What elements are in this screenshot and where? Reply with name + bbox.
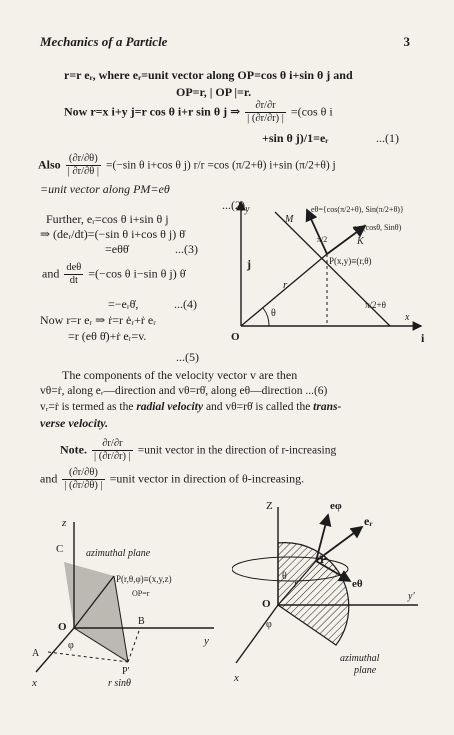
label-x: x [405, 312, 410, 323]
label-origin: O [262, 598, 271, 610]
label-P-prime: P' [122, 666, 130, 677]
eq5-numerator: (∂r/∂θ) [66, 153, 101, 166]
eq-tag-3: ...(3) [175, 242, 198, 256]
hatched-azimuthal-plane [278, 543, 349, 645]
label-C: C [56, 543, 64, 555]
equation-line-11 [42, 262, 186, 287]
label-B: B [138, 616, 145, 627]
dashed-b [128, 628, 140, 662]
label-azimuthal: azimuthal [340, 653, 380, 664]
figure-polar-unit-vectors [225, 192, 435, 352]
equation-line-3 [64, 100, 333, 125]
equation-line-12: =−eᵣθ̇, [108, 297, 139, 311]
paragraph-line-3 [40, 400, 341, 414]
eq11-fraction [64, 262, 83, 287]
label-x: x [234, 672, 239, 684]
label-e-r: eᵣ=(cosθ, Sinθ) [353, 223, 402, 232]
label-point-P: P(r,θ,φ)≡(x,y,z) [116, 574, 172, 584]
equation-line-9: ⇒ (deᵣ/dt)=(−sin θ i+cos θ j) θ̇ [40, 227, 186, 241]
eq3-lead: Now r=x i+y j=r cos θ i+r sin θ j ⇒ [64, 104, 241, 119]
label-j: j [247, 257, 251, 271]
eq11-tail: =(−cos θ i−sin θ j) θ̇ [88, 266, 186, 281]
label-z: z [62, 517, 67, 529]
label-e-theta: eθ={cos(π/2+θ), Sin(π/2+θ)} [311, 205, 404, 214]
eq3-tail: =(cos θ i [290, 104, 333, 119]
eq11-numerator: deθ [66, 262, 82, 273]
label-r: r [283, 279, 288, 291]
label-pi2-plus-theta: π/2+θ [365, 300, 386, 310]
label-e-phi: eφ [330, 500, 342, 512]
and-numerator: (∂r/∂θ) [62, 467, 104, 480]
p3-trans: trans- [313, 401, 342, 413]
and-line [40, 467, 304, 492]
eq11-denominator: dt [69, 275, 78, 286]
note-tail: =unit vector in the direction of r-increasing [137, 444, 337, 457]
label-pi-over-2: π/2 [317, 235, 328, 244]
p3-part-c: and vθ=rθ̇ is called the [203, 401, 314, 413]
eq3-denominator: | (∂r/∂r) | [247, 113, 284, 124]
equation-line-2: OP=r, | OP |=r. [176, 85, 252, 99]
eq5-fraction [66, 153, 101, 178]
eq3-fraction [245, 100, 286, 125]
label-i: i [421, 331, 425, 345]
label-theta: θ [282, 571, 287, 582]
eq5-tail: =(−sin θ i+cos θ j) r/r =cos (π/2+θ) i+sin (π/2+θ) j [105, 159, 336, 172]
equation-line-6: =unit vector along PM=eθ [40, 182, 170, 196]
label-point-P: P(x,y)≡(r,θ) [329, 256, 372, 266]
eq-tag-2: ...(2) [222, 198, 245, 212]
paragraph-line-2: vθ=ṙ, along eᵣ—direction and vθ=rθ̇, along eθ—direction ...(6) [40, 385, 328, 397]
equation-line-4: +sin θ j)/1=eᵣ [262, 131, 329, 145]
eq-tag-5: ...(5) [176, 350, 199, 364]
page-number: 3 [403, 34, 410, 49]
label-A: A [32, 648, 40, 659]
note-line [60, 438, 336, 463]
and-tail: =unit vector in direction of θ-increasing. [109, 471, 305, 486]
note-denominator: | (∂r/∂r) | [94, 451, 131, 462]
label-origin: O [231, 331, 240, 343]
eq5-lead: Also [38, 157, 61, 172]
equation-line-13: Now r=r eᵣ ⇒ ṙ=r ėᵣ+ṙ eᵣ [40, 313, 156, 327]
eq5-denominator: | ∂r/∂θ | [67, 166, 99, 177]
eq-tag-1: ...(1) [376, 131, 399, 145]
equation-line-8: Further, eᵣ=cos θ i+sin θ j [46, 212, 169, 226]
label-M: M [285, 214, 294, 225]
eq11-lead: and [42, 266, 60, 281]
figure-spherical-coordinates [28, 512, 228, 690]
equation-line-14: =r (eθ θ̇)+ṙ eᵣ=v. [68, 329, 147, 343]
label-x: x [32, 677, 37, 689]
figure-spherical-unit-vectors [232, 495, 442, 691]
label-op-equals-r: OP=r [132, 589, 150, 598]
label-Z: Z [266, 500, 273, 512]
label-K: K [357, 236, 364, 247]
label-origin: O [58, 621, 67, 633]
note-fraction [92, 438, 133, 463]
theta-arc [263, 308, 269, 326]
label-y: y [204, 635, 209, 647]
label-r: r [294, 579, 298, 590]
equation-line-5 [38, 153, 336, 178]
p3-part-a: vᵣ=ṙ is termed as the [40, 401, 137, 413]
and-lead: and [40, 471, 58, 486]
label-e-r: eᵣ [364, 514, 373, 528]
note-numerator: ∂r/∂r [92, 438, 133, 451]
paragraph-line-1: The components of the velocity vector v are then [62, 368, 298, 382]
label-phi: φ [266, 619, 272, 630]
label-azimuthal-plane: azimuthal plane [86, 548, 151, 559]
label-y-prime: y' [408, 591, 415, 602]
label-phi: φ [68, 640, 74, 651]
label-plane: plane [354, 665, 377, 676]
label-P: P [320, 554, 327, 566]
label-r-sin-theta: r sinθ [108, 678, 131, 689]
label-theta: θ [271, 308, 276, 319]
x-axis-3d [236, 605, 278, 663]
eq-tag-4: ...(4) [174, 297, 197, 311]
equation-line-1: r=r eᵣ, where eᵣ=unit vector along OP=cos θ i+sin θ j and [64, 68, 353, 82]
and-fraction [62, 467, 104, 492]
and-denominator: | (∂r/∂θ) | [64, 480, 103, 491]
equation-line-10: =eθθ̇ [105, 242, 129, 256]
p3-radial-velocity: radial velocity [136, 401, 204, 413]
paragraph-line-4: verse velocity. [40, 416, 109, 430]
label-y: y [245, 204, 250, 215]
running-header: Mechanics of a Particle [40, 34, 168, 49]
eq3-numerator: ∂r/∂r [245, 100, 286, 113]
label-e-theta: eθ [352, 578, 363, 590]
note-lead: Note. [60, 442, 87, 457]
